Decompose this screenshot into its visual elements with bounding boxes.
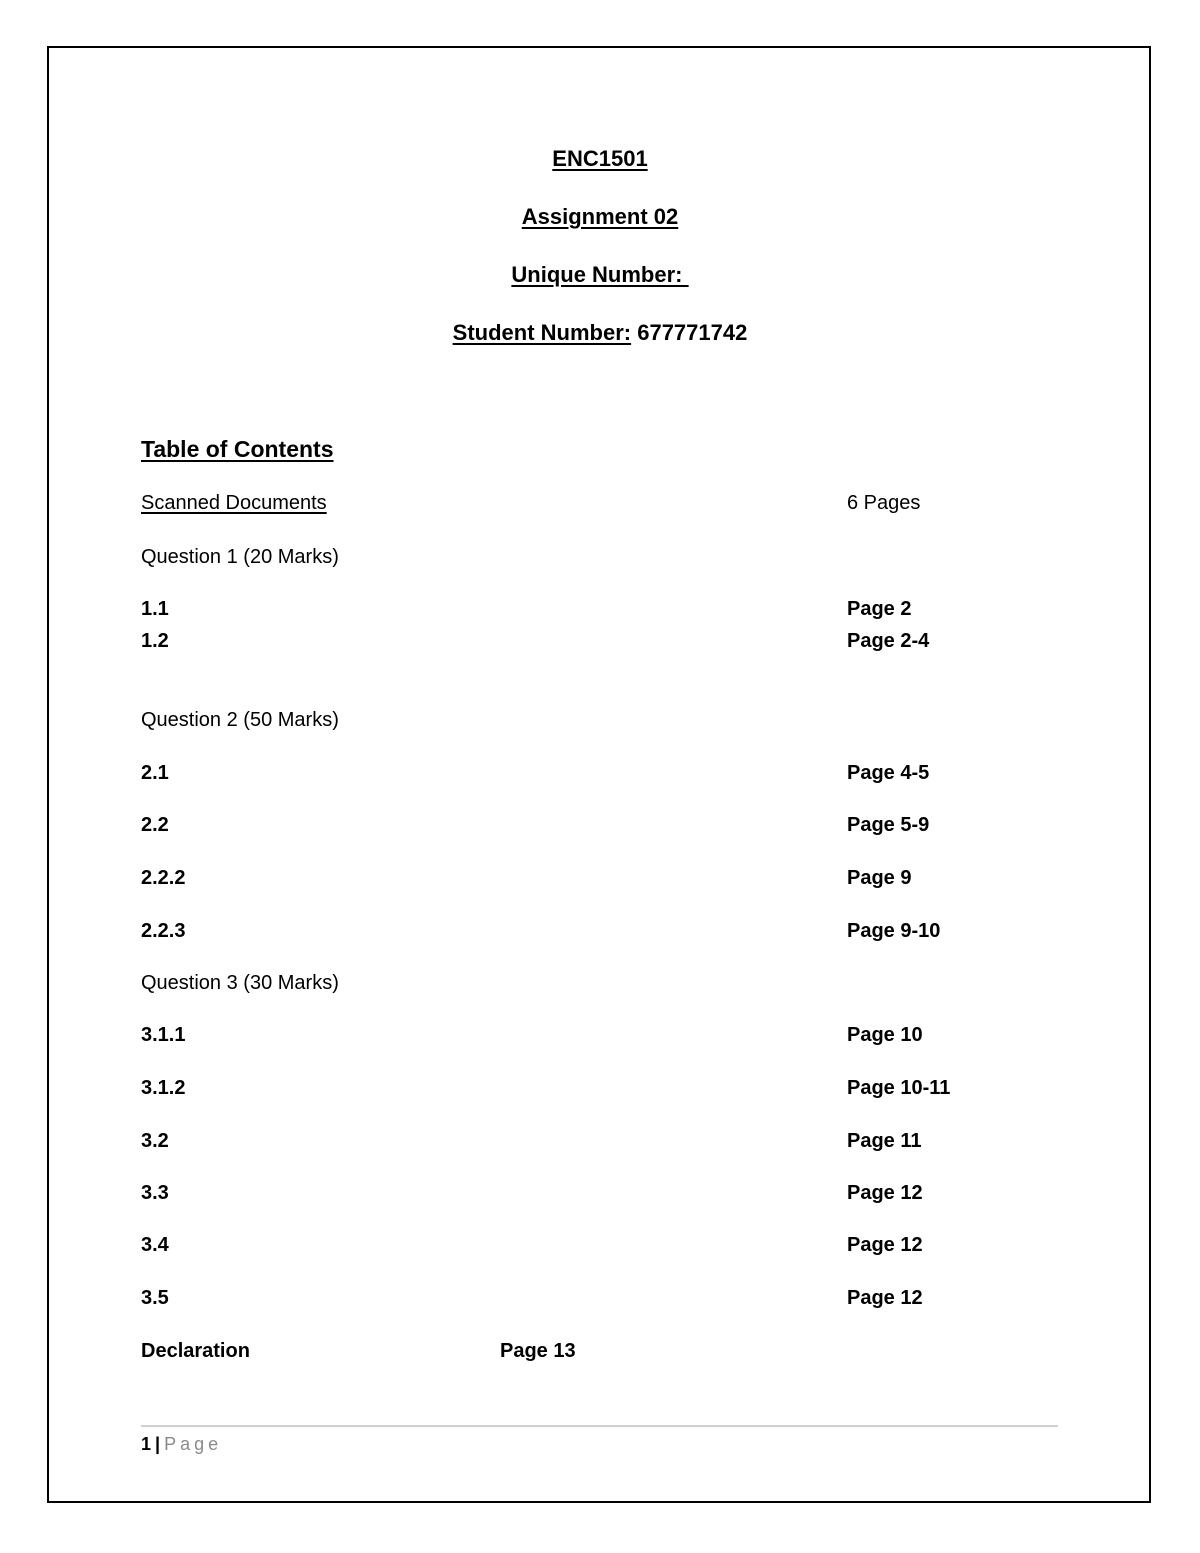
toc-item-page: Page 10 <box>847 1024 923 1046</box>
toc-scanned-page: 6 Pages <box>847 492 921 514</box>
toc-item-label: 3.4 <box>141 1234 169 1256</box>
toc-q2-heading: Question 2 (50 Marks) <box>141 709 339 731</box>
student-number-label: Student Number: <box>452 320 632 345</box>
toc-item-page: Page 2-4 <box>847 630 930 652</box>
toc-q3-heading: Question 3 (30 Marks) <box>141 972 339 994</box>
assignment-title <box>0 204 1200 230</box>
toc-item-page: Page 12 <box>847 1182 923 1204</box>
toc-item-page: Page 9 <box>847 867 912 889</box>
toc-item-label: 3.2 <box>141 1130 169 1152</box>
toc-item-label: 1.1 <box>141 598 169 620</box>
footer-page-label: Page <box>164 1434 223 1454</box>
toc-item-page: Page 9-10 <box>847 920 941 942</box>
toc-item-label: 3.1.1 <box>141 1024 186 1046</box>
toc-item-label: 2.2.3 <box>141 920 186 942</box>
course-code <box>0 146 1200 172</box>
toc-item-page: Page 2 <box>847 598 912 620</box>
toc-item-page: Page 11 <box>847 1130 922 1152</box>
toc-item-label: 2.2 <box>141 814 169 836</box>
footer-divider <box>141 1425 1058 1427</box>
course-code-text: ENC1501 <box>552 146 648 171</box>
toc-title: Table of Contents <box>141 436 334 462</box>
toc-q1-heading: Question 1 (20 Marks) <box>141 546 339 568</box>
toc-item-label: 1.2 <box>141 630 169 652</box>
toc-scanned-label: Scanned Documents <box>141 492 327 514</box>
toc-item-label: 2.2.2 <box>141 867 186 889</box>
toc-item-page: Page 10-11 <box>847 1077 951 1099</box>
assignment-title-text: Assignment 02 <box>521 204 679 229</box>
page-footer <box>141 1434 222 1455</box>
unique-number-label: Unique Number: <box>511 262 683 287</box>
toc-declaration-label: Declaration <box>141 1340 250 1362</box>
student-number <box>0 320 1200 346</box>
toc-item-label: 2.1 <box>141 762 169 784</box>
unique-number <box>0 262 1200 288</box>
toc-item-page: Page 4-5 <box>847 762 930 784</box>
toc-declaration-page: Page 13 <box>500 1340 576 1362</box>
toc-item-label: 3.1.2 <box>141 1077 186 1099</box>
student-number-value: 677771742 <box>637 320 748 345</box>
toc-item-label: 3.3 <box>141 1182 169 1204</box>
toc-item-label: 3.5 <box>141 1287 169 1309</box>
footer-page-number: 1 <box>141 1434 152 1454</box>
toc-item-page: Page 5-9 <box>847 814 930 836</box>
toc-item-page: Page 12 <box>847 1287 923 1309</box>
toc-item-page: Page 12 <box>847 1234 923 1256</box>
footer-separator: | <box>155 1434 161 1454</box>
